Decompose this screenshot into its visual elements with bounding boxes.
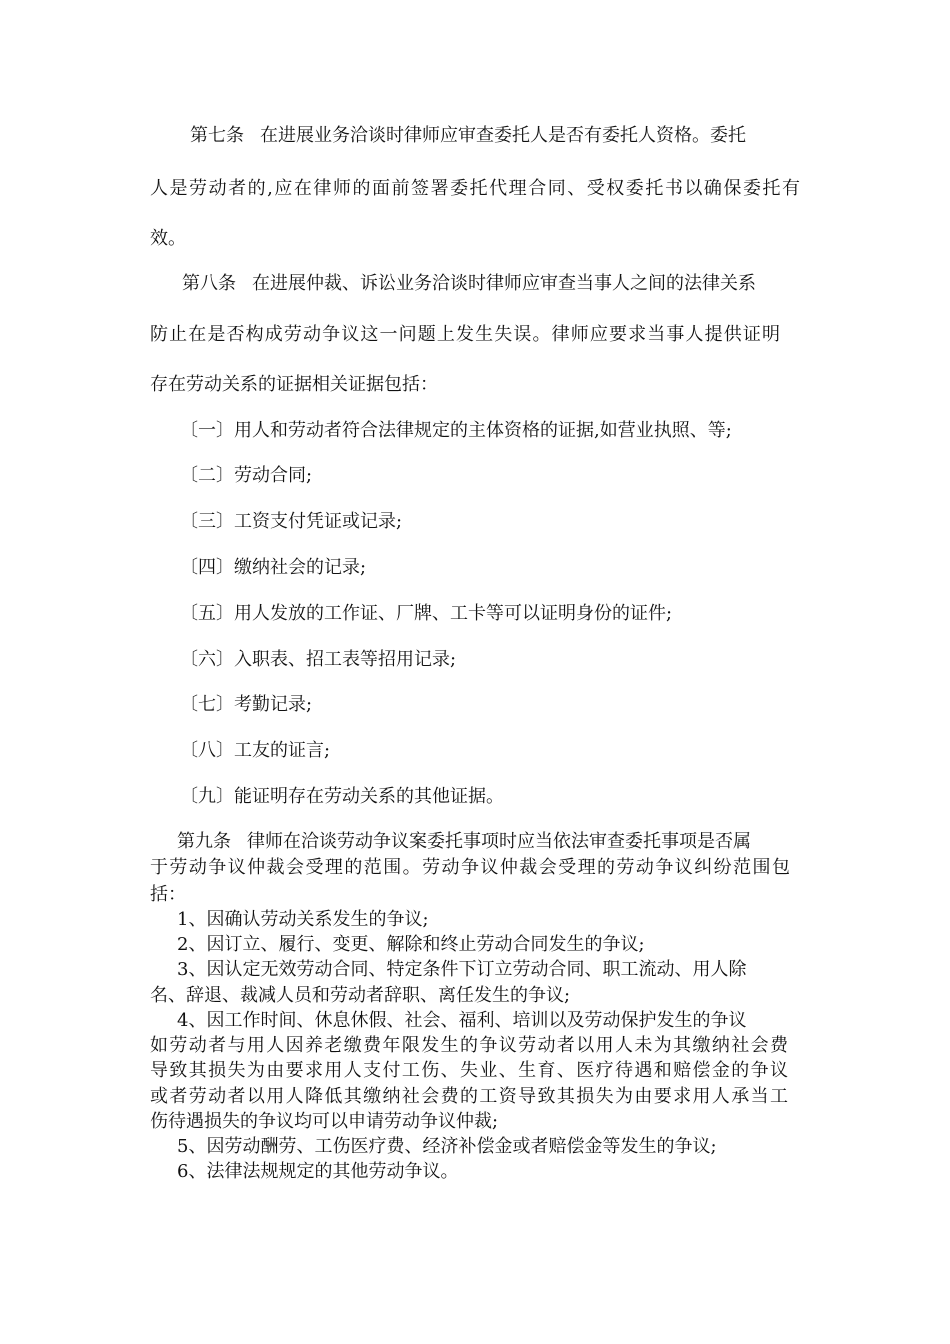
evidence-item: 〔八〕工友的证言; <box>180 740 331 761</box>
dispute-item: 6、法律法规规定的其他劳动争议。 <box>177 1161 459 1182</box>
dispute-item-continued: 或者劳动者以用人降低其缴纳社会费的工资导致其损失为由要求用人承当工 <box>150 1086 788 1107</box>
evidence-item: 〔四〕缴纳社会的记录; <box>180 557 367 578</box>
dispute-item: 4、因工作时间、休息休假、社会、福利、培训以及劳动保护发生的争议 <box>177 1010 747 1031</box>
article-8-text-1: 在进展仲裁、诉讼业务洽谈时律师应审查当事人之间的法律关系 <box>252 273 756 294</box>
article-7-line-1 <box>190 124 746 148</box>
article-8-line-2: 防止在是否构成劳动争议这一问题上发生失误。律师应要求当事人提供证明 <box>150 324 780 345</box>
article-7-heading: 第七条 <box>190 125 244 146</box>
article-9-line-1 <box>177 830 751 854</box>
dispute-item-continued: 导致其损失为由要求用人支付工伤、失业、生育、医疗待遇和赔偿金的争议 <box>150 1060 788 1081</box>
article-7-text-1: 在进展业务洽谈时律师应审查委托人是否有委托人资格。委托 <box>260 125 746 146</box>
article-9-heading: 第九条 <box>177 831 231 852</box>
evidence-item: 〔三〕工资支付凭证或记录; <box>180 511 403 532</box>
dispute-item: 1、因确认劳动关系发生的争议; <box>177 909 429 930</box>
dispute-item: 2、因订立、履行、变更、解除和终止劳动合同发生的争议; <box>177 934 645 955</box>
evidence-item: 〔六〕入职表、招工表等招用记录; <box>180 649 457 670</box>
dispute-item-continued: 名、辞退、裁减人员和劳动者辞职、离任发生的争议; <box>150 985 571 1006</box>
dispute-item-continued: 如劳动者与用人因养老缴费年限发生的争议劳动者以用人未为其缴纳社会费 <box>150 1035 788 1056</box>
dispute-item: 5、因劳动酬劳、工伤医疗费、经济补偿金或者赔偿金等发生的争议; <box>177 1136 717 1157</box>
evidence-item: 〔一〕用人和劳动者符合法律规定的主体资格的证据,如营业执照、等; <box>180 420 732 441</box>
article-8-line-1 <box>182 272 756 296</box>
dispute-item-continued: 伤待遇损失的争议均可以申请劳动争议仲裁; <box>150 1111 499 1132</box>
article-8-line-3: 存在劳动关系的证据相关证据包括： <box>150 374 438 395</box>
dispute-item: 3、因认定无效劳动合同、特定条件下订立劳动合同、职工流动、用人除 <box>177 959 747 980</box>
article-8-heading: 第八条 <box>182 273 236 294</box>
evidence-item: 〔二〕劳动合同; <box>180 465 313 486</box>
article-9-line-2: 于劳动争议仲裁会受理的范围。劳动争议仲裁会受理的劳动争议纠纷范围包 <box>150 857 790 878</box>
article-7-line-3: 效。 <box>150 228 186 249</box>
evidence-item: 〔五〕用人发放的工作证、厂牌、工卡等可以证明身份的证件; <box>180 603 673 624</box>
article-9-text-1: 律师在洽谈劳动争议案委托事项时应当依法审查委托事项是否属 <box>247 831 751 852</box>
article-7-line-2: 人是劳动者的,应在律师的面前签署委托代理合同、受权委托书以确保委托有 <box>150 178 800 199</box>
evidence-item: 〔七〕考勤记录; <box>180 694 313 715</box>
evidence-item: 〔九〕能证明存在劳动关系的其他证据。 <box>180 786 504 807</box>
article-9-line-3: 括： <box>150 884 186 905</box>
